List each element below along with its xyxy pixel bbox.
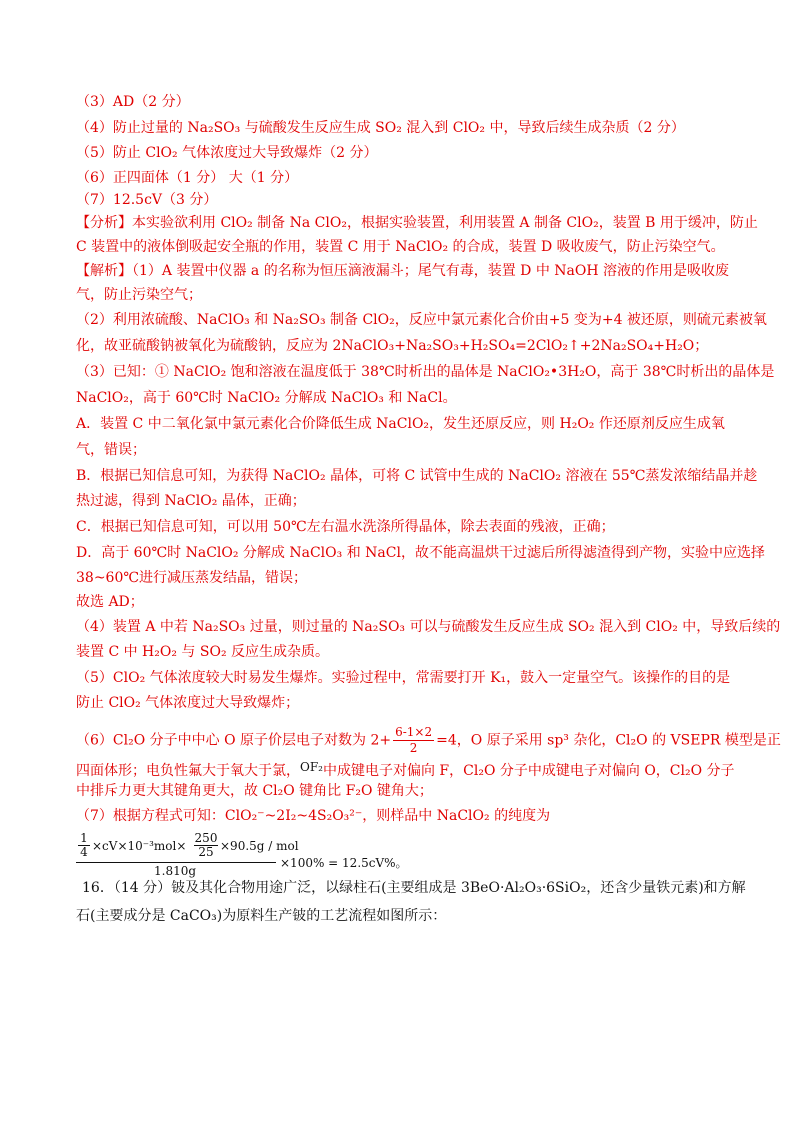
analysis-line: 热过滤，得到 NaClO₂ 晶体，正确； (76, 493, 306, 509)
analysis-line: 故选 AD； (76, 594, 144, 610)
analysis-line: NaClO₂，高于 60℃时 NaClO₂ 分解成 NaClO₃ 和 NaCl。 (76, 390, 457, 406)
analysis-line: （4）装置 A 中若 Na₂SO₃ 过量，则过量的 Na₂SO₃ 可以与硫酸发生反应生成 SO₂ 混入到 ClO₂ 中，导致后续的 (76, 619, 781, 635)
top-expression: ×cV×10⁻³mol× (92, 839, 187, 853)
electron-pair-fraction (393, 725, 434, 756)
of2-formula: OF₂ (300, 760, 323, 774)
analysis-line: 38~60℃进行减压蒸发结晶，错误； (76, 570, 308, 586)
part6-line2-post: 中成键电子对偏向 F，Cl₂O 分子中成键电子对偏向 O，Cl₂O 分子 (322, 763, 735, 779)
part6-pre: （6）Cl₂O 分子中中心 O 原子价层电子对数为 2+ (76, 732, 392, 749)
main-fraction-bar (76, 862, 276, 863)
analysis-line: A．装置 C 中二氧化氯中氯元素化合价降低生成 NaClO₂，发生还原反应，则 H₂O₂ 作还原剂反应生成氧 (76, 416, 725, 432)
ratio-denominator: 25 (198, 845, 214, 859)
quarter-denominator: 4 (80, 845, 88, 859)
answer-line-7: （7）12.5cV（3 分） (76, 192, 218, 208)
analysis-line: 防止 ClO₂ 气体浓度过大导致爆炸； (76, 695, 300, 711)
analysis-line: 【分析】本实验欲利用 ClO₂ 制备 Na ClO₂，根据实验装置，利用装置 A 制备 ClO₂，装置 B 用于缓冲，防止 (76, 215, 758, 231)
answer-line-4: （4）防止过量的 Na₂SO₃ 与硫酸发生反应生成 SO₂ 混入到 ClO₂ 中，导致后续生成杂质（2 分） (76, 120, 685, 136)
part6-line2-pre: 四面体形；电负性氟大于氧大于氯， (76, 763, 300, 779)
analysis-line: D．高于 60℃时 NaClO₂ 分解成 NaClO₃ 和 NaCl，故不能高温烘干过滤后所得滤渣得到产物，实验中应选择 (76, 545, 765, 561)
fraction-denominator: 2 (409, 741, 418, 755)
main-denominator: 1.810g (154, 864, 197, 878)
analysis-line: 气，防止污染空气； (76, 287, 202, 303)
analysis-line: C．根据已知信息可知，可以用 50℃左右温水洗涤所得晶体，除去表面的残液，正确； (76, 519, 615, 535)
top-tail: ×90.5g / mol (220, 839, 299, 853)
analysis-line: （2）利用浓硫酸、NaClO₃ 和 Na₂SO₃ 制备 ClO₂，反应中氯元素化合价由+5 变为+4 被还原，则硫元素被氧 (76, 312, 767, 328)
answer-line-5: （5）防止 ClO₂ 气体浓度过大导致爆炸（2 分） (76, 145, 378, 161)
question-16-line2: 石(主要成分是 CaCO₃)为原料生产铍的工艺流程如图所示： (76, 908, 447, 924)
analysis-line: 气，错误； (76, 442, 146, 458)
result-expression: ×100% = 12.5cV%。 (280, 856, 408, 870)
answer-line-3: （3）AD（2 分） (76, 94, 190, 110)
analysis-line: C 装置中的液体倒吸起安全瓶的作用，装置 C 用于 NaClO₂ 的合成，装置 D 吸收废气，防止污染空气。 (76, 239, 725, 255)
analysis-line: 【解析】（1）A 装置中仪器 a 的名称为恒压滴液漏斗；尾气有毒，装置 D 中 NaOH 溶液的作用是吸收废 (76, 263, 730, 279)
part7-line: （7）根据方程式可知：ClO₂⁻~2I₂~4S₂O₃²⁻，则样品中 NaClO₂ 的纯度为 (76, 808, 551, 824)
part6-post: =4，O 原子采用 sp³ 杂化，Cl₂O 的 VSEPR 模型是正 (436, 732, 781, 749)
question-16-line1: 16．（14 分）铍及其化合物用途广泛，以绿柱石(主要组成是 3BeO·Al₂O₃·6SiO₂，还含少量铁元素)和方解 (82, 880, 746, 896)
answer-line-6: （6）正四面体（1 分） 大（1 分） (76, 170, 299, 186)
part6-line2 (76, 757, 740, 781)
purity-formula (76, 832, 476, 880)
quarter-numerator: 1 (78, 832, 90, 846)
ratio-numerator: 250 (194, 831, 218, 845)
analysis-line: B．根据已知信息可知，为获得 NaClO₂ 晶体，可将 C 试管中生成的 NaClO₂ 溶液在 55℃蒸发浓缩结晶并趁 (76, 468, 758, 484)
analysis-line: （3）已知：① NaClO₂ 饱和溶液在温度低于 38℃时析出的晶体是 NaClO₂•3H₂O，高于 38℃时析出的晶体是 (76, 364, 775, 380)
analysis-line: （5）ClO₂ 气体浓度较大时易发生爆炸。实验过程中，常需要打开 K₁，鼓入一定量空气。该操作的目的是 (76, 670, 731, 686)
fraction-numerator: 6-1×2 (395, 725, 433, 739)
analysis-line: 装置 C 中 H₂O₂ 与 SO₂ 反应生成杂质。 (76, 644, 330, 660)
part6-line1 (76, 725, 781, 756)
analysis-line: 化，故亚硫酸钠被氧化为硫酸钠，反应为 2NaClO₃+Na₂SO₃+H₂SO₄=2ClO₂↑+2Na₂SO₄+H₂O； (76, 338, 709, 354)
part6-line3: 中排斥力更大其键角更大，故 Cl₂O 键角比 F₂O 键角大； (76, 783, 433, 799)
